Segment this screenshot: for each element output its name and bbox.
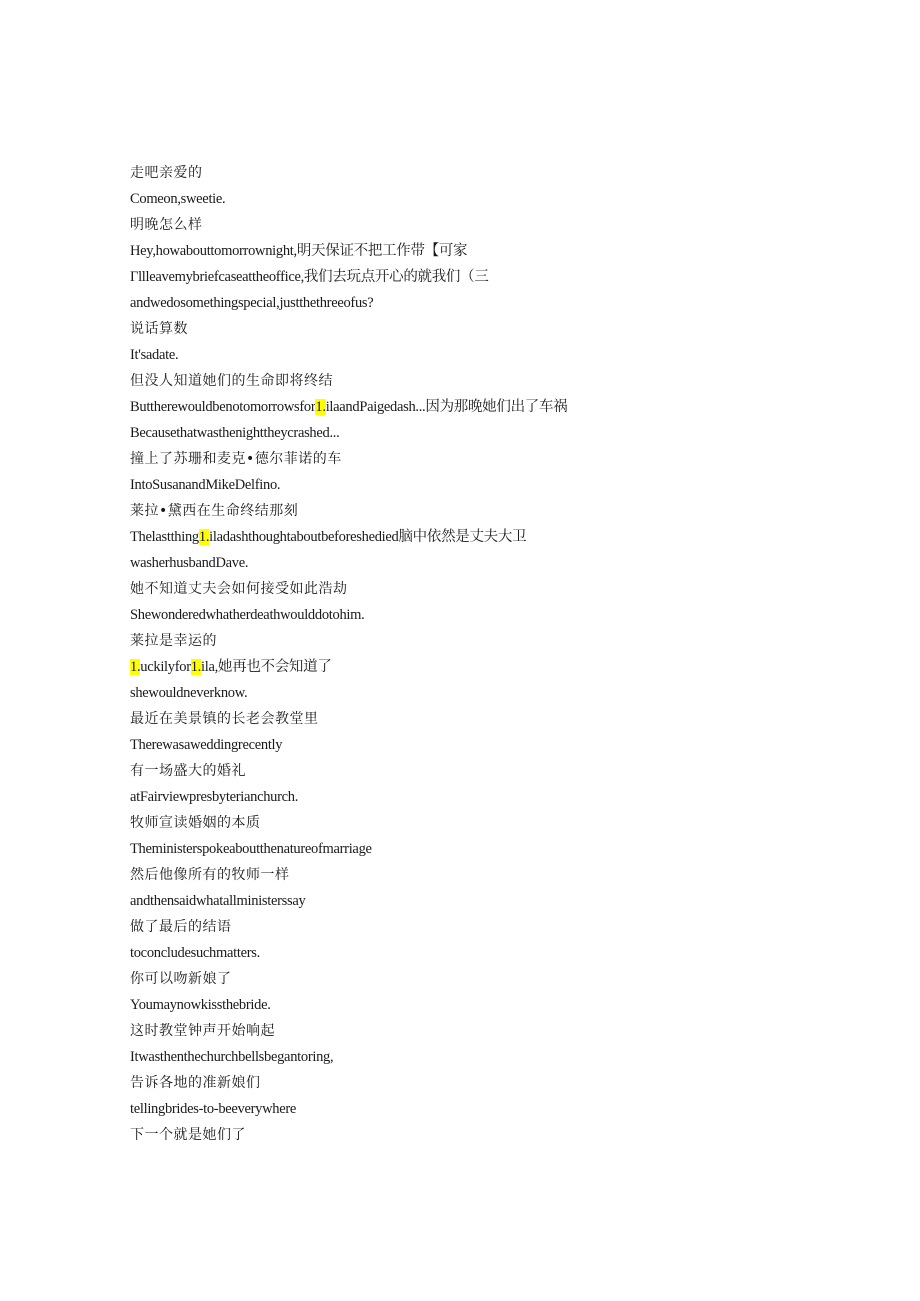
chinese-subtitle-line	[130, 758, 830, 784]
english-subtitle-line	[130, 1044, 830, 1070]
chinese-subtitle-line	[130, 160, 830, 186]
text-segment: 走吧亲爱的	[130, 165, 203, 181]
chinese-subtitle-line	[130, 706, 830, 732]
chinese-subtitle-line	[130, 628, 830, 654]
chinese-subtitle-line	[130, 914, 830, 940]
text-segment: shewouldneverknow.	[130, 685, 248, 701]
highlighted-text: 1.	[315, 399, 326, 415]
text-segment: Hey,howabouttomorrownight,明天保证不把工作带【可家	[130, 243, 468, 259]
text-segment: 告诉各地的准新娘们	[130, 1075, 261, 1091]
chinese-subtitle-line	[130, 1122, 830, 1148]
english-subtitle-line	[130, 394, 830, 420]
chinese-subtitle-line	[130, 862, 830, 888]
text-segment: 说话算数	[130, 321, 188, 337]
english-subtitle-line	[130, 186, 830, 212]
english-subtitle-line	[130, 836, 830, 862]
chinese-subtitle-line	[130, 498, 830, 524]
english-subtitle-line	[130, 420, 830, 446]
chinese-subtitle-line	[130, 368, 830, 394]
english-subtitle-line	[130, 342, 830, 368]
english-subtitle-line	[130, 550, 830, 576]
chinese-subtitle-line	[130, 316, 830, 342]
chinese-subtitle-line	[130, 810, 830, 836]
chinese-subtitle-line	[130, 576, 830, 602]
text-segment: 明晚怎么样	[130, 217, 203, 233]
english-subtitle-line	[130, 602, 830, 628]
text-segment: washerhusbandDave.	[130, 555, 249, 571]
chinese-subtitle-line	[130, 446, 830, 472]
english-subtitle-line	[130, 290, 830, 316]
text-segment: Therewasaweddingrecently	[130, 737, 283, 753]
document-page	[130, 160, 830, 1148]
english-subtitle-line	[130, 940, 830, 966]
text-segment: tellingbrides-to-beeverywhere	[130, 1101, 297, 1117]
english-subtitle-line	[130, 1096, 830, 1122]
english-subtitle-line	[130, 524, 830, 550]
chinese-subtitle-line	[130, 212, 830, 238]
highlighted-text: 1.	[130, 659, 141, 675]
text-segment: ilaandPaigedash...因为那晚她们出了车祸	[325, 399, 568, 415]
english-subtitle-line	[130, 264, 830, 290]
english-subtitle-line	[130, 472, 830, 498]
english-subtitle-line	[130, 888, 830, 914]
text-segment: 莱拉•黛西在生命终结那刻	[130, 503, 299, 519]
text-segment: 牧师宣读婚姻的本质	[130, 815, 261, 831]
text-segment: 有一场盛大的婚礼	[130, 763, 246, 779]
english-subtitle-line	[130, 238, 830, 264]
text-segment: andwedosomethingspecial,justthethreeofus?	[130, 295, 374, 311]
highlighted-text: 1.	[190, 659, 202, 675]
english-subtitle-line	[130, 654, 830, 680]
text-segment: 这时教堂钟声开始响起	[130, 1023, 275, 1039]
text-segment: Buttherewouldbenotomorrowsfor	[130, 399, 316, 415]
text-segment: 但没人知道她们的生命即将终结	[130, 373, 333, 389]
text-segment: Shewonderedwhatherdeathwoulddotohim.	[130, 607, 365, 623]
highlighted-text: 1.	[198, 529, 210, 545]
text-segment: 撞上了苏珊和麦克•德尔菲诺的车	[130, 451, 342, 467]
english-subtitle-line	[130, 732, 830, 758]
text-segment: atFairviewpresbyterianchurch.	[130, 789, 299, 805]
english-subtitle-line	[130, 992, 830, 1018]
text-segment: andthensaidwhatallministerssay	[130, 893, 306, 909]
chinese-subtitle-line	[130, 1018, 830, 1044]
text-segment: iladashthoughtaboutbeforeshedied脑中依然是丈夫大卫	[209, 529, 527, 545]
text-segment: Theministerspokeaboutthenatureofmarriage	[130, 841, 372, 857]
text-segment: 做了最后的结语	[130, 919, 232, 935]
text-segment: uckilyfor	[140, 659, 191, 675]
text-segment: ila,她再也不会知道了	[201, 659, 332, 675]
text-segment: toconcludesuchmatters.	[130, 945, 260, 961]
text-segment: Becausethatwasthenighttheycrashed...	[130, 425, 340, 441]
text-segment: 你可以吻新娘了	[130, 971, 232, 987]
chinese-subtitle-line	[130, 1070, 830, 1096]
text-segment: Γllleavemybriefcaseattheoffice,我们去玩点开心的就我们（三	[130, 269, 489, 285]
text-segment: 她不知道丈夫会如何接受如此浩劫	[130, 581, 348, 597]
text-segment: Comeon,sweetie.	[130, 191, 226, 207]
english-subtitle-line	[130, 680, 830, 706]
text-segment: Youmaynowkissthebride.	[130, 997, 271, 1013]
text-segment: 莱拉是幸运的	[130, 633, 217, 649]
english-subtitle-line	[130, 784, 830, 810]
text-segment: 然后他像所有的牧师一样	[130, 867, 290, 883]
text-segment: It'sadate.	[130, 347, 179, 363]
text-segment: IntoSusanandMikeDelfino.	[130, 477, 281, 493]
text-segment: Thelastthing	[130, 529, 199, 545]
chinese-subtitle-line	[130, 966, 830, 992]
text-segment: 下一个就是她们了	[130, 1127, 246, 1143]
text-segment: Itwasthenthechurchbellsbegantoring,	[130, 1049, 334, 1065]
text-segment: 最近在美景镇的长老会教堂里	[130, 711, 319, 727]
